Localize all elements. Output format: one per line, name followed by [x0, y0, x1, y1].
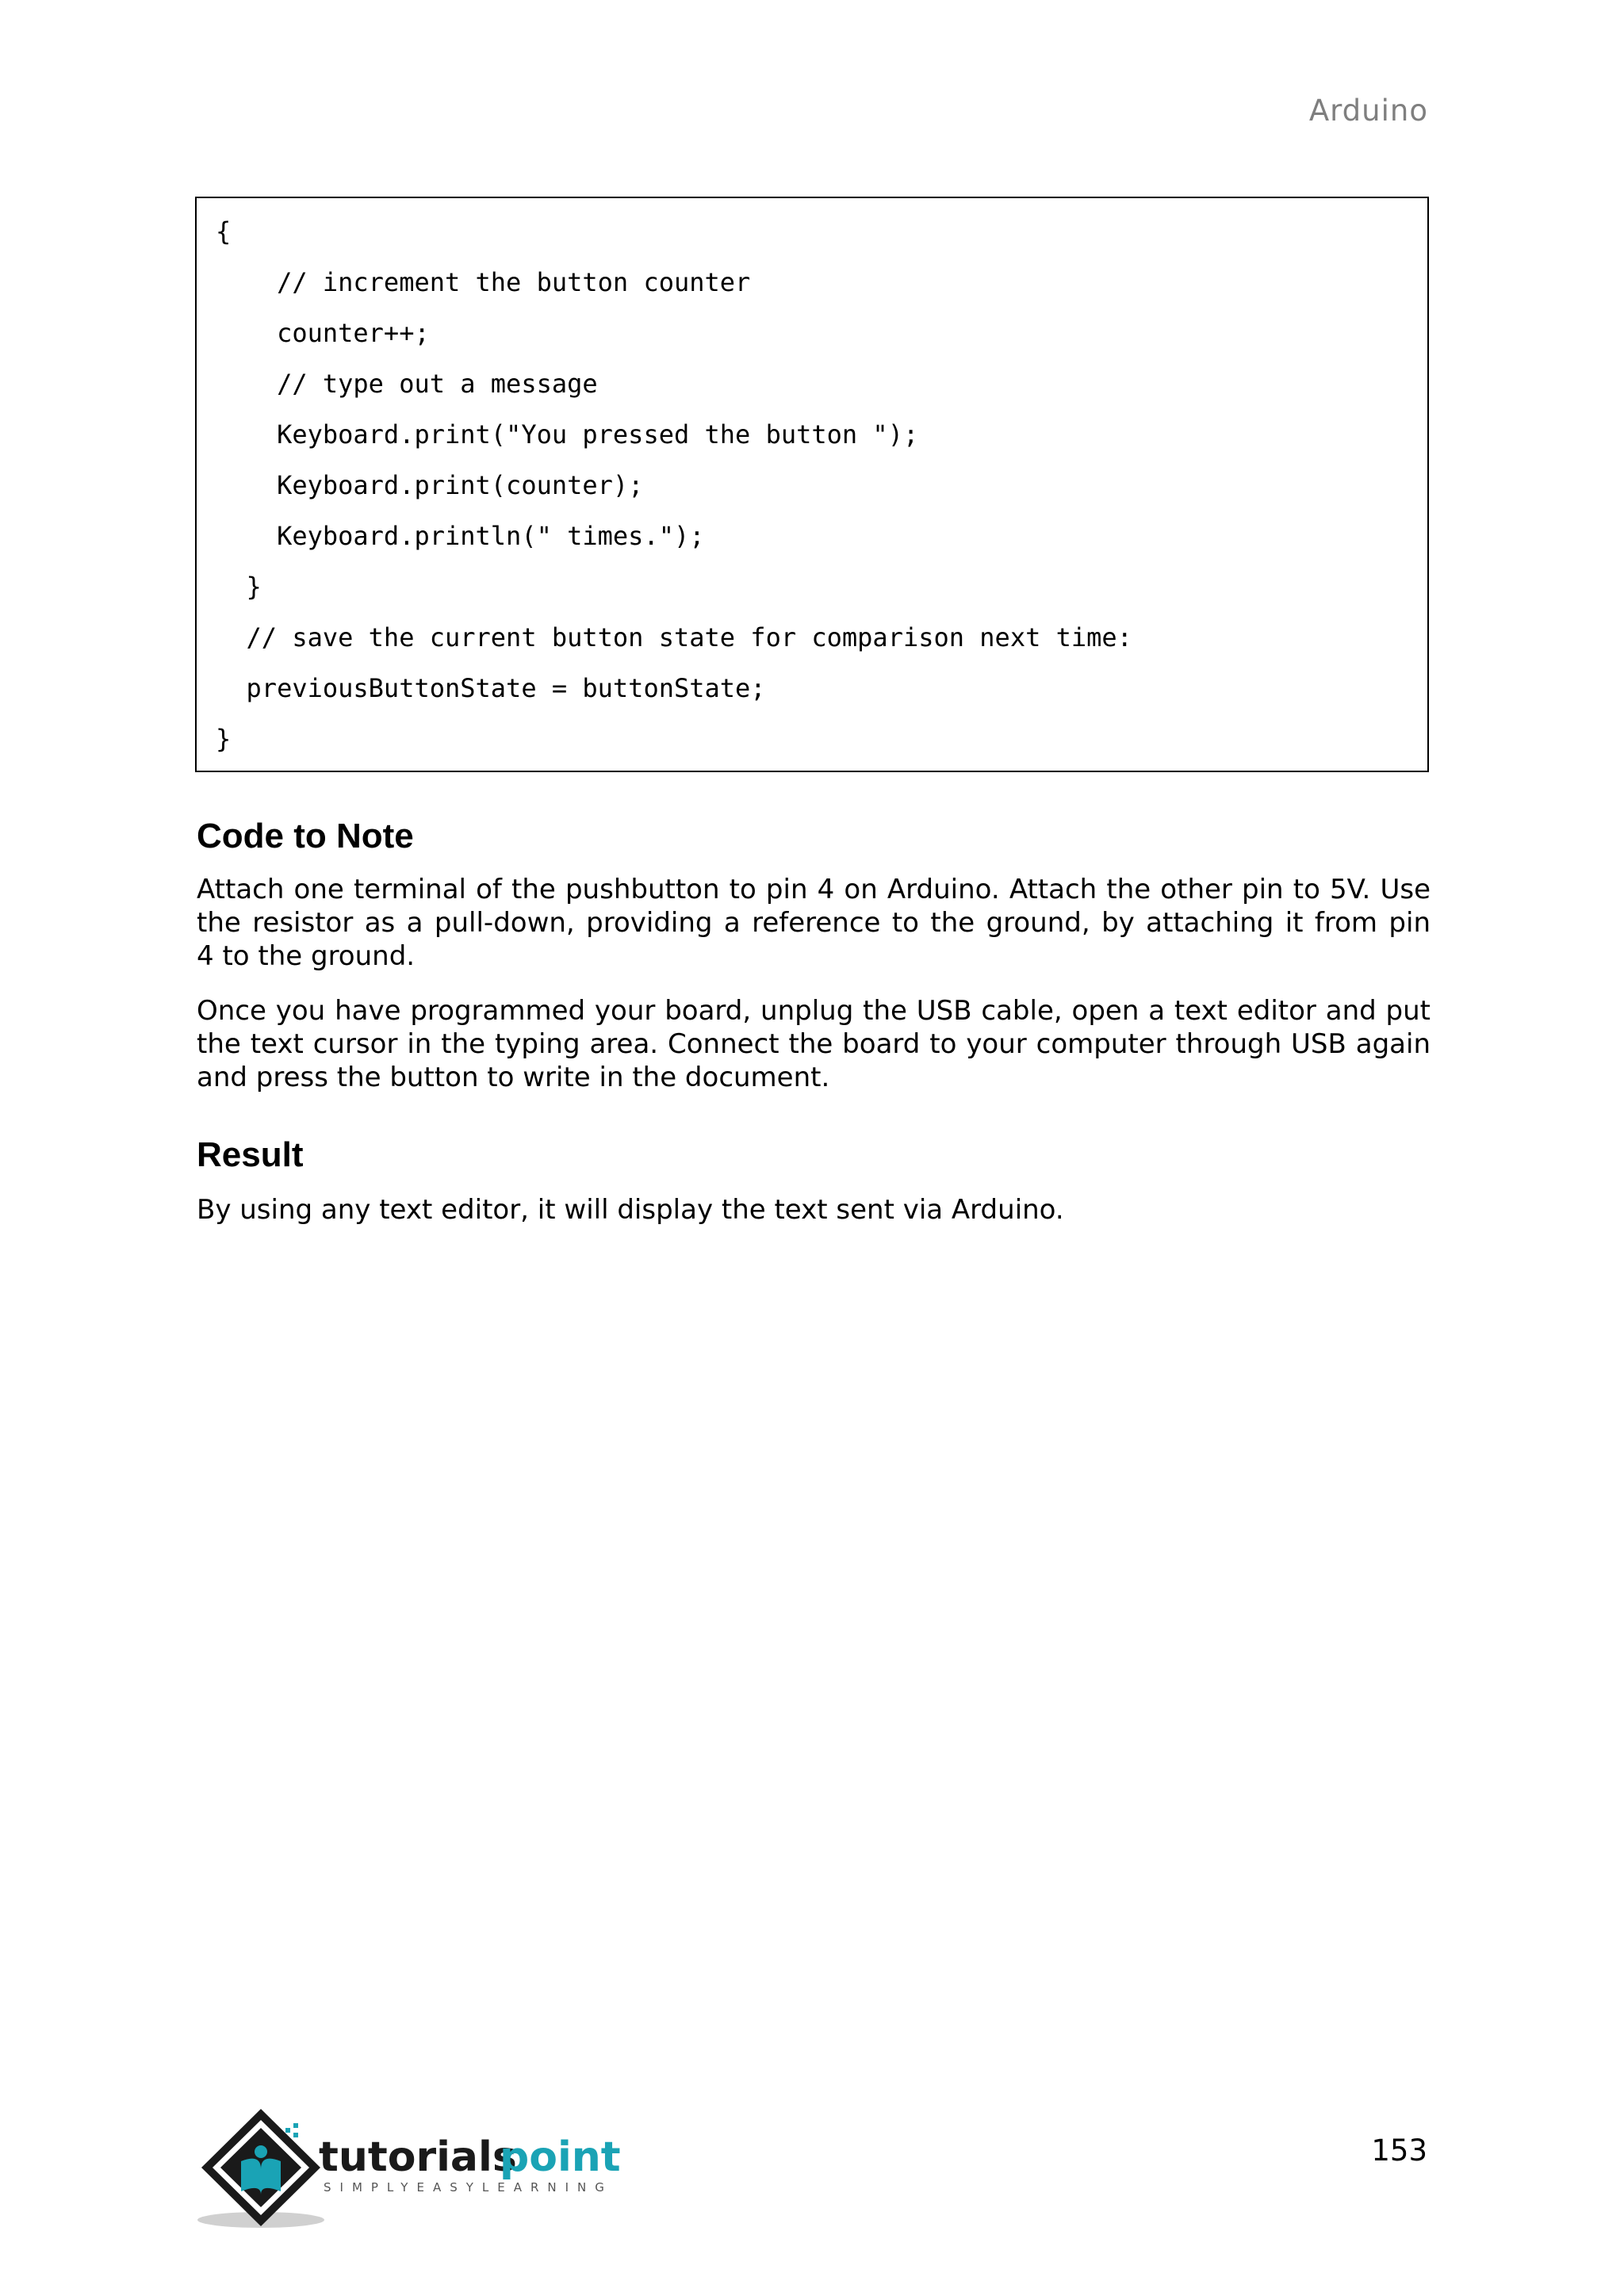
- code-line: // increment the button counter: [216, 267, 751, 297]
- code-line: // type out a message: [216, 369, 598, 399]
- logo-wordmark-dark: tutorials: [319, 2133, 517, 2181]
- code-line: {: [216, 216, 232, 247]
- code-block: [195, 197, 1429, 772]
- paragraph: [197, 873, 1431, 973]
- running-header: Arduino: [1308, 94, 1428, 128]
- code-line: }: [216, 572, 262, 602]
- section-heading: Result: [197, 1135, 304, 1174]
- logo-dot: [285, 2128, 290, 2133]
- paragraph: [197, 1193, 1431, 1226]
- code-line: counter++;: [216, 318, 430, 348]
- code-line: // save the current button state for comparison next time:: [216, 622, 1132, 652]
- code-line: previousButtonState = buttonState;: [216, 673, 766, 703]
- code-line: Keyboard.print("You pressed the button ");: [216, 419, 919, 450]
- code-line: Keyboard.print(counter);: [216, 470, 644, 500]
- logo-wordmark-accent: point: [500, 2133, 621, 2181]
- section-heading: Code to Note: [197, 817, 414, 855]
- paragraph: [197, 994, 1431, 1094]
- logo-tagline: SIMPLYEASYLEARNING: [324, 2180, 613, 2195]
- paragraph-line: By using any text editor, it will display the text sent via Arduino.: [197, 1194, 1064, 1226]
- paragraph-line: and press the button to write in the document.: [197, 1062, 830, 1093]
- paragraph-line: Once you have programmed your board, unplug the USB cable, open a text editor and put: [197, 995, 1431, 1027]
- code-line: }: [216, 724, 232, 754]
- logo-dot: [293, 2123, 298, 2128]
- code-line: Keyboard.println(" times.");: [216, 521, 705, 551]
- paragraph-line: the text cursor in the typing area. Connect the board to your computer through USB again: [197, 1028, 1431, 1060]
- figure-head-icon: [255, 2145, 267, 2158]
- page-number: 153: [1371, 2133, 1427, 2168]
- paragraph-line: 4 to the ground.: [197, 940, 416, 972]
- tutorialspoint-logo: [193, 2106, 638, 2233]
- logo-dot: [293, 2133, 298, 2137]
- paragraph-line: the resistor as a pull-down, providing a reference to the ground, by attaching it from pin: [197, 907, 1431, 939]
- paragraph-line: Attach one terminal of the pushbutton to pin 4 on Arduino. Attach the other pin to 5V. Use: [197, 874, 1431, 905]
- logo-graphic: [193, 2106, 638, 2233]
